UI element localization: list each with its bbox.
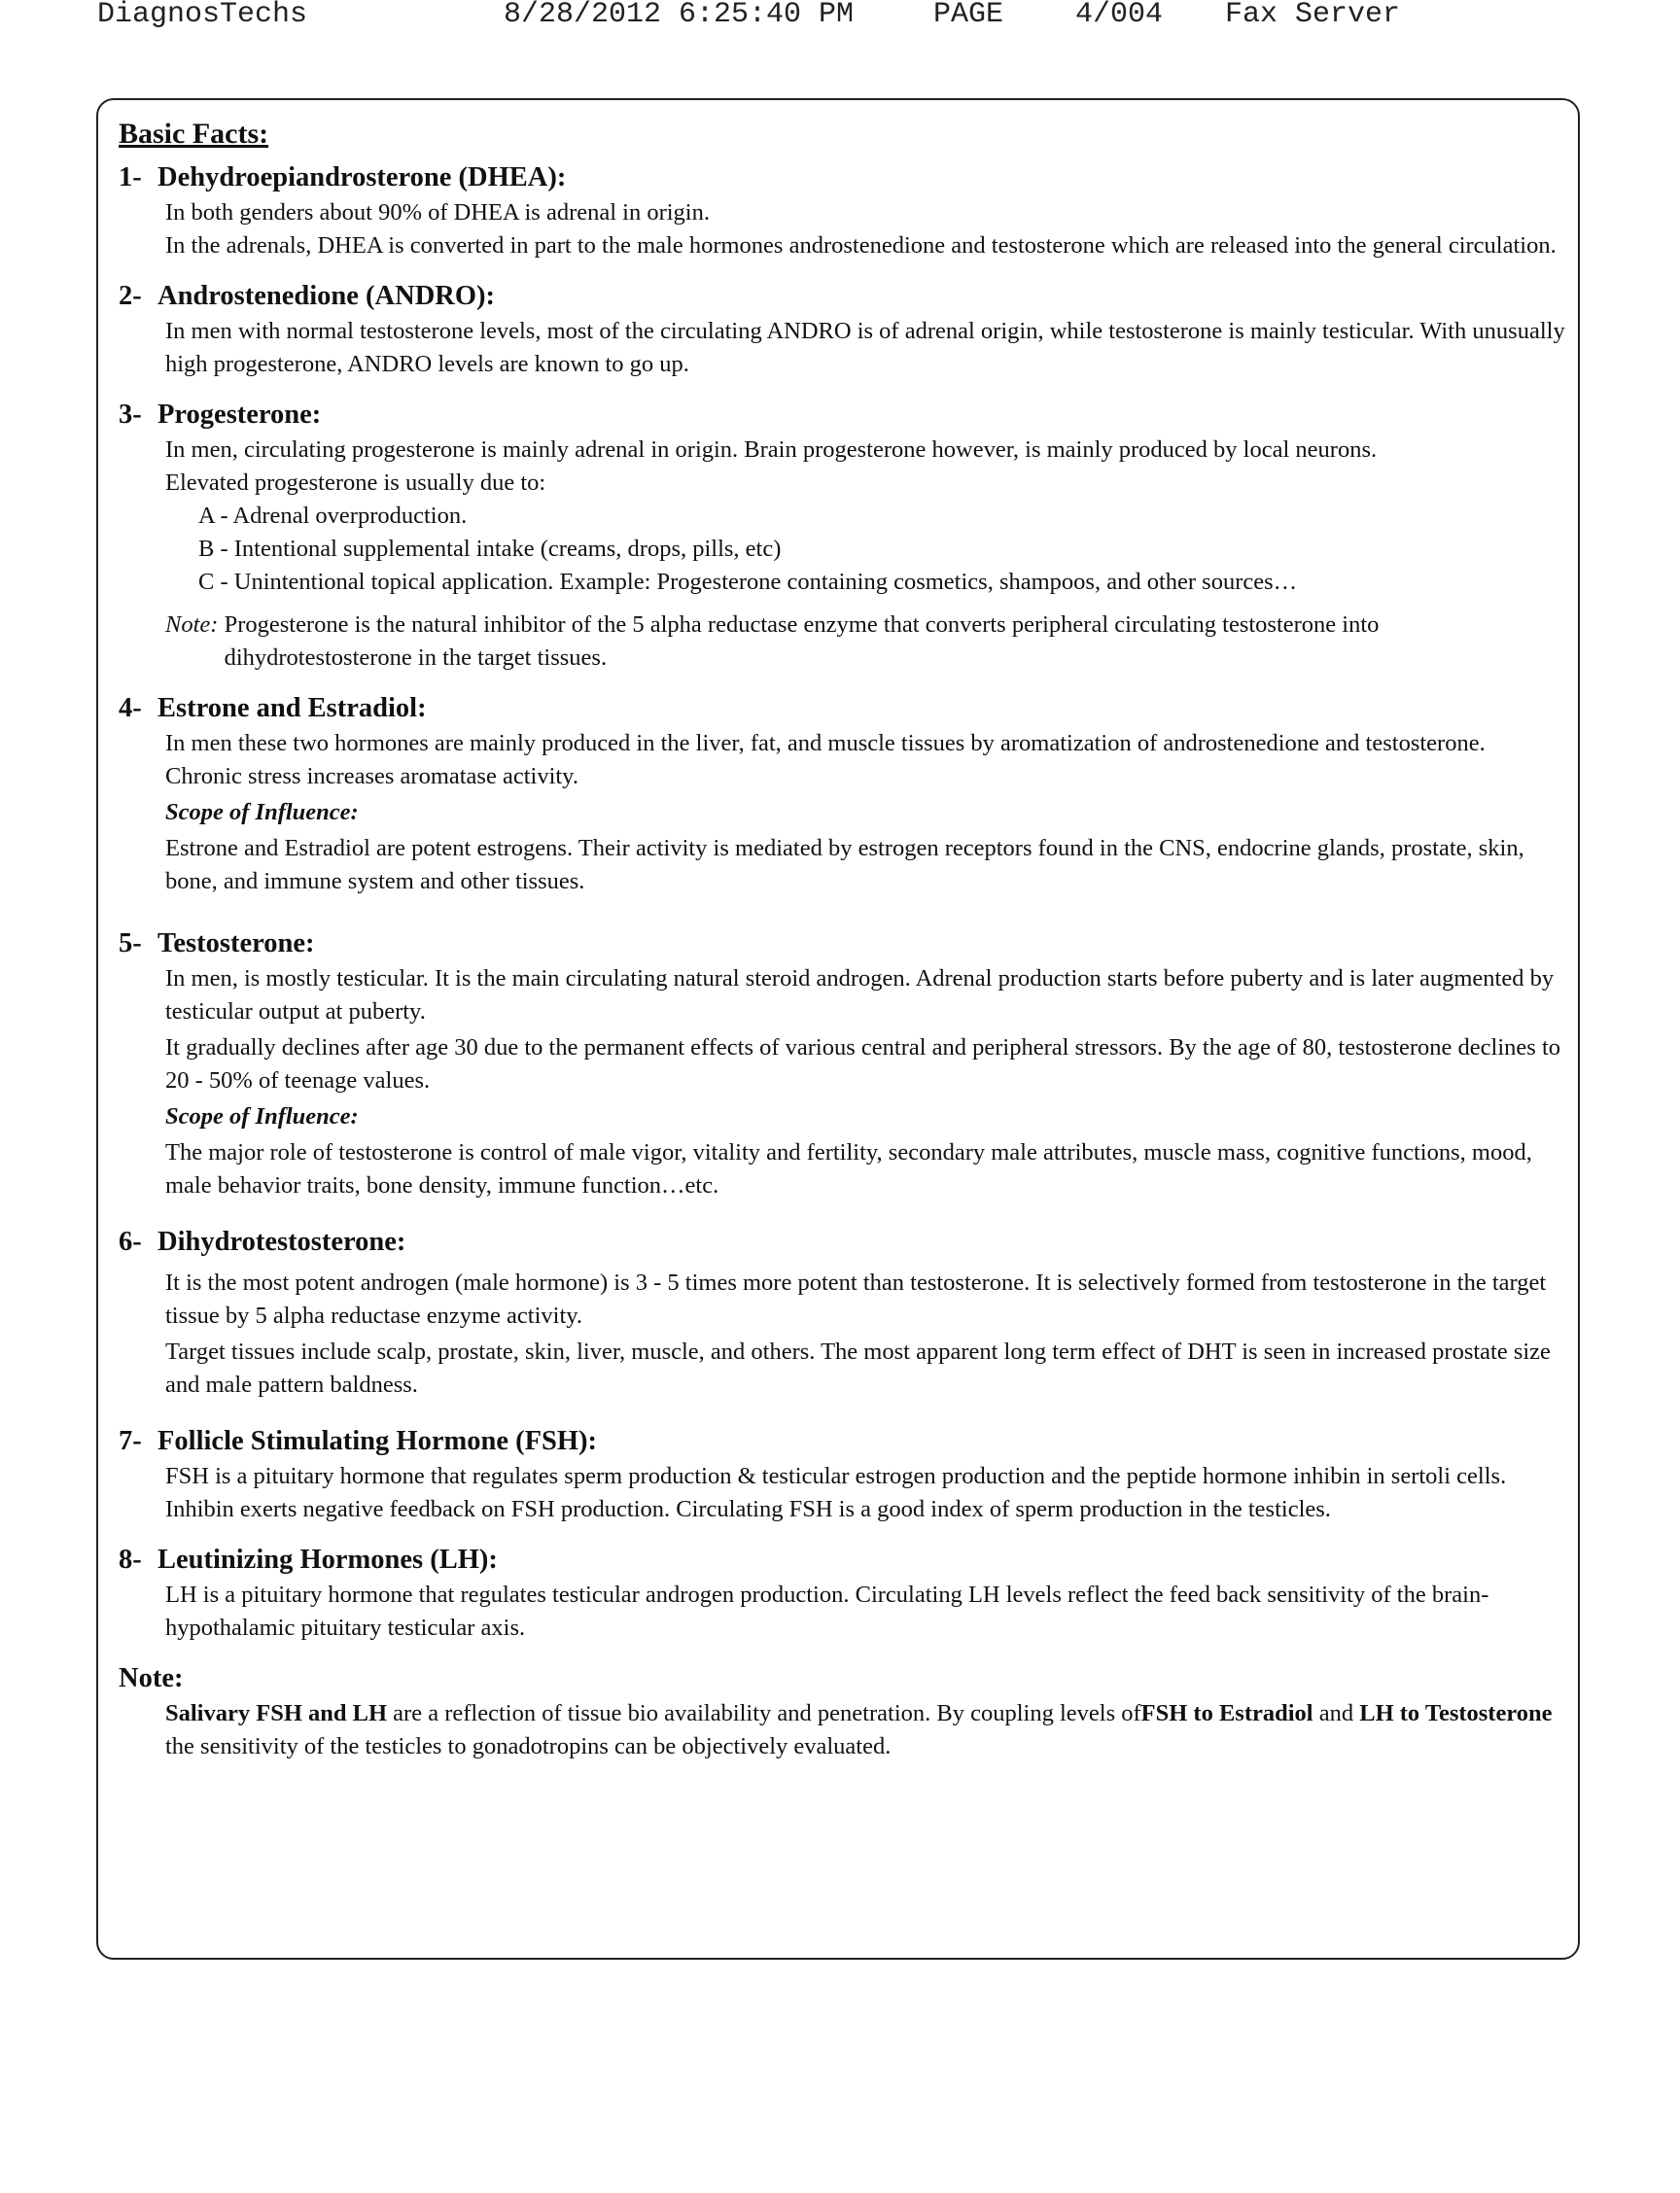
section-title: Testosterone: [158, 928, 315, 958]
text-run: the sensitivity of the testicles to gonadotropins can be objectively evaluated. [165, 1733, 892, 1759]
section-title: Estrone and Estradiol: [158, 693, 427, 723]
section-lh [119, 1542, 1567, 1645]
section-heading [119, 159, 1567, 196]
paragraph: In men, is mostly testicular. It is the main circulating natural steroid androgen. Adrenal production starts before puberty and is later augmented by testicular output at puberty. [165, 965, 1555, 1025]
paragraph: In men with normal testosterone levels, most of the circulating ANDRO is of adrenal origin, while testosterone is mainly testicular. With unusually high progesterone, ANDRO levels are known to go up. [165, 318, 1565, 377]
paragraph: In both genders about 90% of DHEA is adrenal in origin. [165, 199, 710, 226]
paragraph: LH is a pituitary hormone that regulates testicular androgen production. Circulating LH levels reflect the feed back sensitivity of the brain-hypothalamic pituitary testicular axis. [165, 1582, 1489, 1641]
section-title: Dehydroepiandrosterone (DHEA): [158, 162, 567, 192]
section-title: Dihydrotestosterone: [158, 1227, 406, 1257]
final-note-text [165, 1697, 1567, 1763]
paragraph: FSH is a pituitary hormone that regulates sperm production & testicular estrogen production and the peptide hormone inhibin in sertoli cells. [165, 1463, 1507, 1489]
section-number: 4- [119, 693, 142, 723]
note-label: Note: [165, 611, 219, 638]
paragraph: Inhibin exerts negative feedback on FSH production. Circulating FSH is a good index of sperm production in the testicles. [165, 1496, 1331, 1522]
fax-page-label: PAGE [933, 0, 1004, 31]
section-title: Progesterone: [158, 400, 322, 430]
section-estrone-estradiol [119, 690, 1567, 898]
section-heading [119, 690, 1567, 727]
final-note [119, 1660, 1567, 1763]
bold-phrase: LH to Testosterone [1359, 1700, 1553, 1726]
paragraph: Elevated progesterone is usually due to: [165, 470, 546, 496]
text-run: and [1312, 1700, 1360, 1726]
list-item: A - Adrenal overproduction. [198, 503, 468, 529]
paragraph: Estrone and Estradiol are potent estrogens. Their activity is mediated by estrogen receptors found in the CNS, endocrine glands, prostate, skin, bone, and immune system and other tissues. [165, 835, 1524, 894]
paragraph: It gradually declines after age 30 due to the permanent effects of various central and peripheral stressors. By the age of 80, testosterone declines to 20 - 50% of teenage values. [165, 1034, 1560, 1094]
section-title: Androstenedione (ANDRO): [158, 281, 496, 311]
progesterone-note [165, 609, 1567, 675]
section-heading [119, 1423, 1567, 1460]
section-dhea [119, 159, 1567, 262]
paragraph: In the adrenals, DHEA is converted in part to the male hormones androstenedione and testosterone which are released into the general circulation. [165, 232, 1557, 259]
section-heading [119, 397, 1567, 434]
page-title: Basic Facts: [119, 118, 269, 150]
list-item: C - Unintentional topical application. Example: Progesterone containing cosmetics, shampoos, and other sources… [198, 569, 1298, 595]
paragraph: In men, circulating progesterone is mainly adrenal in origin. Brain progesterone however, is mainly produced by local neurons. [165, 436, 1378, 463]
section-fsh [119, 1423, 1567, 1526]
fax-sender: DiagnosTechs [97, 0, 308, 31]
document-body [119, 115, 1567, 1779]
paragraph: The major role of testosterone is control of male vigor, vitality and fertility, secondary male attributes, muscle mass, cognitive functions, mood, male behavior traits, bone density, immune function…etc. [165, 1139, 1532, 1199]
paragraph: It is the most potent androgen (male hormone) is 3 - 5 times more potent than testosterone. It is selectively formed from testosterone in the target tissue by 5 alpha reductase enzyme activity. [165, 1270, 1547, 1329]
fax-page-number: 4/004 [1075, 0, 1164, 31]
bold-phrase: FSH to Estradiol [1140, 1700, 1313, 1726]
section-heading [119, 1224, 1567, 1261]
scope-label: Scope of Influence: [165, 1103, 359, 1130]
section-dht [119, 1224, 1567, 1402]
section-heading [119, 278, 1567, 315]
fax-header [97, 0, 1653, 33]
fax-service: Fax Server [1225, 0, 1401, 31]
section-heading [119, 1542, 1567, 1579]
section-number: 1- [119, 162, 142, 192]
section-number: 3- [119, 400, 142, 430]
paragraph: Target tissues include scalp, prostate, skin, liver, muscle, and others. The most apparent long term effect of DHT is seen in increased prostate size and male pattern baldness. [165, 1339, 1551, 1398]
section-title: Follicle Stimulating Hormone (FSH): [158, 1426, 597, 1456]
text-run: are a reflection of tissue bio availability and penetration. By coupling levels of [387, 1700, 1141, 1726]
cause-list [165, 500, 1567, 599]
section-title: Leutinizing Hormones (LH): [158, 1545, 498, 1575]
section-number: 7- [119, 1426, 142, 1456]
section-progesterone [119, 397, 1567, 675]
paragraph: In men these two hormones are mainly produced in the liver, fat, and muscle tissues by aromatization of androstenedione and testosterone. Chronic stress increases aromatase activity. [165, 730, 1486, 789]
final-note-heading: Note: [119, 1663, 184, 1693]
list-item: B - Intentional supplemental intake (creams, drops, pills, etc) [198, 536, 782, 562]
section-number: 2- [119, 281, 142, 311]
scope-label: Scope of Influence: [165, 799, 359, 825]
section-testosterone [119, 925, 1567, 1202]
bold-phrase: Salivary FSH and LH [165, 1700, 388, 1726]
section-andro [119, 278, 1567, 381]
section-number: 8- [119, 1545, 142, 1575]
note-text: Progesterone is the natural inhibitor of the 5 alpha reductase enzyme that converts peripheral circulating testosterone into dihydrotestosterone in the target tissues. [224, 611, 1380, 671]
section-number: 5- [119, 928, 142, 958]
section-heading [119, 925, 1567, 962]
fax-datetime: 8/28/2012 6:25:40 PM [504, 0, 855, 31]
section-number: 6- [119, 1227, 142, 1257]
